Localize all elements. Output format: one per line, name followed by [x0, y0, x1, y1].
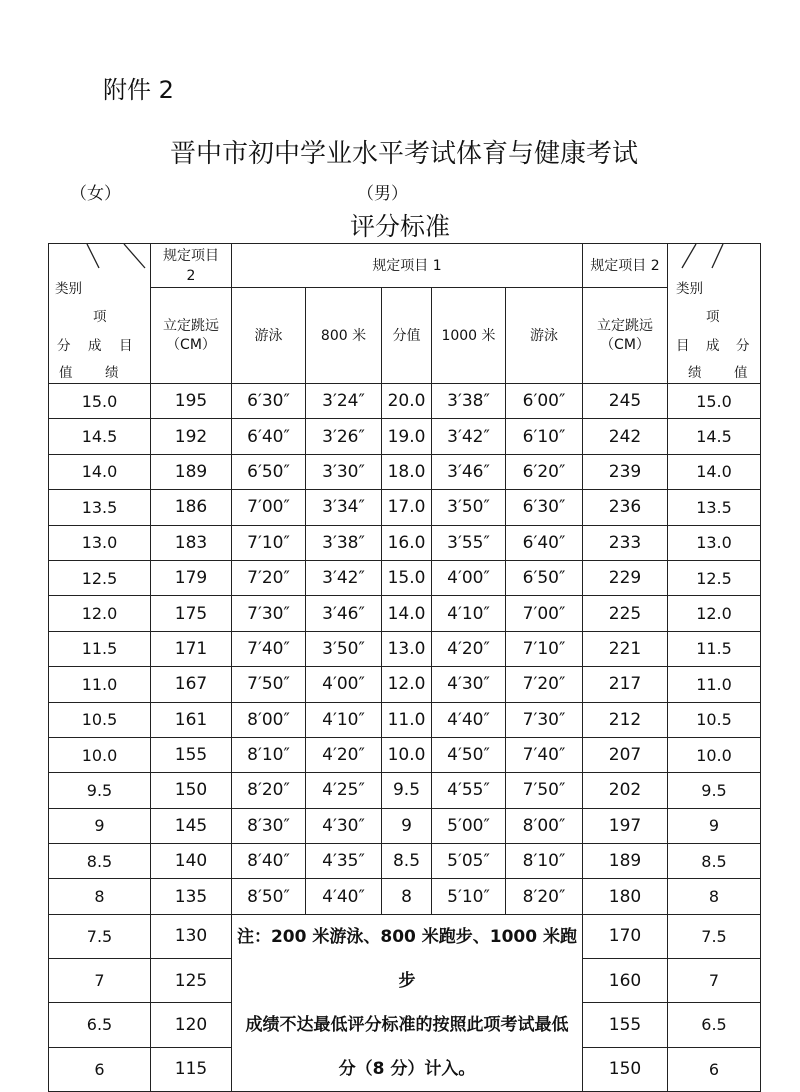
left-score-char-3: 目 [119, 338, 133, 354]
score-female-cell: 6 [49, 1047, 151, 1091]
standing-jump-male-cell: 217 [583, 667, 668, 702]
swim-female-cell: 8′00″ [232, 702, 306, 737]
swim-male-cell: 8′00″ [506, 808, 583, 843]
score-male-cell: 6 [668, 1047, 761, 1091]
minimum-score-note [232, 914, 583, 1091]
page-title: 晋中市初中学业水平考试体育与健康考试 [169, 139, 638, 169]
score-male-cell: 12.5 [668, 560, 761, 595]
standing-jump-male-cell: 225 [583, 596, 668, 631]
score-female-cell: 9.5 [49, 773, 151, 808]
table-row [49, 737, 761, 772]
score-male-cell: 9.5 [668, 773, 761, 808]
points-cell: 12.0 [382, 667, 432, 702]
points-cell: 14.0 [382, 596, 432, 631]
standing-jump-female-cell: 145 [151, 808, 232, 843]
standing-jump-female-cell: 130 [151, 914, 232, 958]
swim-male-cell: 7′00″ [506, 596, 583, 631]
swim-male-cell: 6′00″ [506, 384, 583, 419]
right-score-char-1: 目 [676, 338, 690, 354]
standing-jump-female-cell: 186 [151, 490, 232, 525]
table-row [49, 844, 761, 879]
score-female-cell: 6.5 [49, 1003, 151, 1047]
swim-female-cell: 7′30″ [232, 596, 306, 631]
points-cell: 10.0 [382, 737, 432, 772]
run800-cell: 4′30″ [306, 808, 382, 843]
standing-jump-male-cell: 170 [583, 914, 668, 958]
run1000-cell: 4′50″ [432, 737, 506, 772]
swim-female-cell: 8′20″ [232, 773, 306, 808]
left-corner-header [49, 244, 151, 384]
standing-jump-male-cell: 239 [583, 454, 668, 489]
swim-female-cell: 7′40″ [232, 631, 306, 666]
right-corner-header [668, 244, 761, 384]
standing-jump-female-cell: 150 [151, 773, 232, 808]
rule1-header: 规定项目 1 [232, 244, 583, 288]
score-male-cell: 13.0 [668, 525, 761, 560]
standing-jump-male-cell: 150 [583, 1047, 668, 1091]
standing-jump-female-cell: 179 [151, 560, 232, 595]
run1000-cell: 4′10″ [432, 596, 506, 631]
note-line: 注：200 米游泳、800 米跑步、1000 米跑步 [236, 926, 578, 991]
standing-jump-female-cell: 167 [151, 667, 232, 702]
standing-jump-male-text: 立定跳远（CM） [597, 317, 653, 353]
run1000-cell: 4′00″ [432, 560, 506, 595]
swim-male-cell: 8′10″ [506, 844, 583, 879]
score-male-cell: 12.0 [668, 596, 761, 631]
run800-cell: 3′50″ [306, 631, 382, 666]
swim-male-header: 游泳 [506, 288, 583, 384]
score-male-cell: 13.5 [668, 490, 761, 525]
page-subtitle: 评分标准 [349, 212, 450, 241]
swim-female-cell: 6′50″ [232, 454, 306, 489]
standing-jump-female-cell: 135 [151, 879, 232, 914]
swim-male-cell: 7′10″ [506, 631, 583, 666]
run1000-cell: 5′00″ [432, 808, 506, 843]
run800-cell: 4′20″ [306, 737, 382, 772]
swim-male-cell: 6′20″ [506, 454, 583, 489]
run1000-cell: 4′30″ [432, 667, 506, 702]
score-female-cell: 14.5 [49, 419, 151, 454]
run1000-cell: 3′46″ [432, 454, 506, 489]
run1000-header: 1000 米 [432, 288, 506, 384]
standing-jump-female-header [151, 288, 232, 384]
rule2-right-header: 规定项目 2 [583, 244, 668, 288]
run800-header: 800 米 [306, 288, 382, 384]
swim-male-cell: 6′30″ [506, 490, 583, 525]
score-male-cell: 8.5 [668, 844, 761, 879]
table-row [49, 773, 761, 808]
run800-cell: 3′46″ [306, 596, 382, 631]
swim-female-cell: 6′40″ [232, 419, 306, 454]
score-male-cell: 7.5 [668, 914, 761, 958]
run800-cell: 3′24″ [306, 384, 382, 419]
attachment-label: 附件 2 [103, 76, 174, 104]
run800-cell: 4′00″ [306, 667, 382, 702]
table-row [49, 560, 761, 595]
points-cell: 13.0 [382, 631, 432, 666]
points-cell: 11.0 [382, 702, 432, 737]
standing-jump-female-cell: 140 [151, 844, 232, 879]
run800-cell: 4′40″ [306, 879, 382, 914]
score-male-cell: 10.0 [668, 737, 761, 772]
swim-female-cell: 8′30″ [232, 808, 306, 843]
swim-female-cell: 7′20″ [232, 560, 306, 595]
points-cell: 8 [382, 879, 432, 914]
right-score-char-2: 成 [706, 338, 720, 354]
score-female-cell: 7 [49, 959, 151, 1003]
score-female-cell: 7.5 [49, 914, 151, 958]
score-female-cell: 13.0 [49, 525, 151, 560]
points-header: 分值 [382, 288, 432, 384]
standing-jump-female-cell: 125 [151, 959, 232, 1003]
score-female-cell: 13.5 [49, 490, 151, 525]
score-male-cell: 14.0 [668, 454, 761, 489]
standing-jump-female-cell: 120 [151, 1003, 232, 1047]
note-line: 成绩不达最低评分标准的按照此项考试最低 [245, 1014, 569, 1035]
male-label: （男） [357, 184, 408, 204]
table-row [49, 702, 761, 737]
score-male-cell: 11.5 [668, 631, 761, 666]
standing-jump-female-cell: 171 [151, 631, 232, 666]
standing-jump-male-cell: 160 [583, 959, 668, 1003]
score-female-cell: 11.5 [49, 631, 151, 666]
standing-jump-male-cell: 221 [583, 631, 668, 666]
run800-cell: 4′10″ [306, 702, 382, 737]
standing-jump-male-header [583, 288, 668, 384]
table-row [49, 384, 761, 419]
run1000-cell: 3′42″ [432, 419, 506, 454]
table-row [49, 454, 761, 489]
left-category-label: 类别 [55, 281, 82, 297]
score-male-cell: 8 [668, 879, 761, 914]
standing-jump-female-cell: 183 [151, 525, 232, 560]
points-cell: 18.0 [382, 454, 432, 489]
points-cell: 16.0 [382, 525, 432, 560]
standing-jump-female-cell: 189 [151, 454, 232, 489]
swim-female-cell: 7′10″ [232, 525, 306, 560]
points-cell: 9 [382, 808, 432, 843]
points-cell: 20.0 [382, 384, 432, 419]
score-male-cell: 15.0 [668, 384, 761, 419]
points-cell: 8.5 [382, 844, 432, 879]
female-label: （女） [70, 184, 121, 204]
table-row [49, 879, 761, 914]
points-cell: 15.0 [382, 560, 432, 595]
table-row [49, 808, 761, 843]
score-male-cell: 7 [668, 959, 761, 1003]
score-female-cell: 14.0 [49, 454, 151, 489]
points-cell: 17.0 [382, 490, 432, 525]
run800-cell: 3′42″ [306, 560, 382, 595]
run800-cell: 3′38″ [306, 525, 382, 560]
left-value-char-1: 值 [59, 365, 73, 381]
note-line: 分（8 分）计入。 [338, 1058, 476, 1079]
right-value-char-1: 绩 [688, 365, 702, 381]
swim-male-cell: 7′50″ [506, 773, 583, 808]
score-male-cell: 9 [668, 808, 761, 843]
standing-jump-male-cell: 197 [583, 808, 668, 843]
scoring-table [48, 243, 761, 1092]
standing-jump-male-cell: 189 [583, 844, 668, 879]
standing-jump-male-cell: 233 [583, 525, 668, 560]
table-row [49, 914, 761, 958]
swim-female-cell: 6′30″ [232, 384, 306, 419]
score-male-cell: 10.5 [668, 702, 761, 737]
run1000-cell: 5′10″ [432, 879, 506, 914]
standing-jump-male-cell: 207 [583, 737, 668, 772]
right-value-char-2: 值 [734, 365, 748, 381]
swim-male-cell: 6′50″ [506, 560, 583, 595]
table-row [49, 667, 761, 702]
run1000-cell: 4′20″ [432, 631, 506, 666]
standing-jump-male-cell: 180 [583, 879, 668, 914]
swim-male-cell: 8′20″ [506, 879, 583, 914]
run1000-cell: 5′05″ [432, 844, 506, 879]
swim-female-cell: 8′50″ [232, 879, 306, 914]
score-female-cell: 11.0 [49, 667, 151, 702]
score-male-cell: 14.5 [668, 419, 761, 454]
run800-cell: 3′34″ [306, 490, 382, 525]
swim-male-cell: 6′10″ [506, 419, 583, 454]
standing-jump-female-text: 立定跳远（CM） [163, 317, 219, 353]
left-item-label: 项 [93, 309, 107, 325]
score-female-cell: 8.5 [49, 844, 151, 879]
standing-jump-female-cell: 161 [151, 702, 232, 737]
table-row [49, 525, 761, 560]
swim-male-cell: 7′40″ [506, 737, 583, 772]
score-female-cell: 12.5 [49, 560, 151, 595]
swim-male-cell: 7′30″ [506, 702, 583, 737]
table-row [49, 490, 761, 525]
score-female-cell: 10.5 [49, 702, 151, 737]
standing-jump-female-cell: 175 [151, 596, 232, 631]
table-row [49, 596, 761, 631]
swim-female-header: 游泳 [232, 288, 306, 384]
run1000-cell: 3′38″ [432, 384, 506, 419]
standing-jump-female-cell: 192 [151, 419, 232, 454]
standing-jump-male-cell: 242 [583, 419, 668, 454]
standing-jump-male-cell: 245 [583, 384, 668, 419]
run800-cell: 4′35″ [306, 844, 382, 879]
points-cell: 9.5 [382, 773, 432, 808]
run800-cell: 3′26″ [306, 419, 382, 454]
swim-female-cell: 8′10″ [232, 737, 306, 772]
left-value-char-2: 绩 [105, 365, 119, 381]
score-female-cell: 9 [49, 808, 151, 843]
rule2-left-text: 规定项目 2 [163, 247, 219, 284]
right-item-label: 项 [706, 309, 720, 325]
left-score-char-1: 分 [57, 338, 71, 354]
run800-cell: 3′30″ [306, 454, 382, 489]
run1000-cell: 4′40″ [432, 702, 506, 737]
standing-jump-male-cell: 155 [583, 1003, 668, 1047]
standing-jump-male-cell: 212 [583, 702, 668, 737]
table-row [49, 419, 761, 454]
run1000-cell: 3′55″ [432, 525, 506, 560]
standing-jump-female-cell: 115 [151, 1047, 232, 1091]
standing-jump-female-cell: 155 [151, 737, 232, 772]
swim-male-cell: 7′20″ [506, 667, 583, 702]
score-female-cell: 15.0 [49, 384, 151, 419]
score-female-cell: 8 [49, 879, 151, 914]
swim-female-cell: 7′00″ [232, 490, 306, 525]
run1000-cell: 4′55″ [432, 773, 506, 808]
swim-male-cell: 6′40″ [506, 525, 583, 560]
score-male-cell: 11.0 [668, 667, 761, 702]
right-score-char-3: 分 [736, 338, 750, 354]
score-male-cell: 6.5 [668, 1003, 761, 1047]
standing-jump-male-cell: 236 [583, 490, 668, 525]
left-score-char-2: 成 [88, 338, 102, 354]
right-category-label: 类别 [676, 281, 703, 297]
score-female-cell: 12.0 [49, 596, 151, 631]
swim-female-cell: 8′40″ [232, 844, 306, 879]
swim-female-cell: 7′50″ [232, 667, 306, 702]
points-cell: 19.0 [382, 419, 432, 454]
rule2-left-header [151, 244, 232, 288]
standing-jump-male-cell: 202 [583, 773, 668, 808]
run1000-cell: 3′50″ [432, 490, 506, 525]
run800-cell: 4′25″ [306, 773, 382, 808]
table-row [49, 631, 761, 666]
standing-jump-female-cell: 195 [151, 384, 232, 419]
standing-jump-male-cell: 229 [583, 560, 668, 595]
score-female-cell: 10.0 [49, 737, 151, 772]
